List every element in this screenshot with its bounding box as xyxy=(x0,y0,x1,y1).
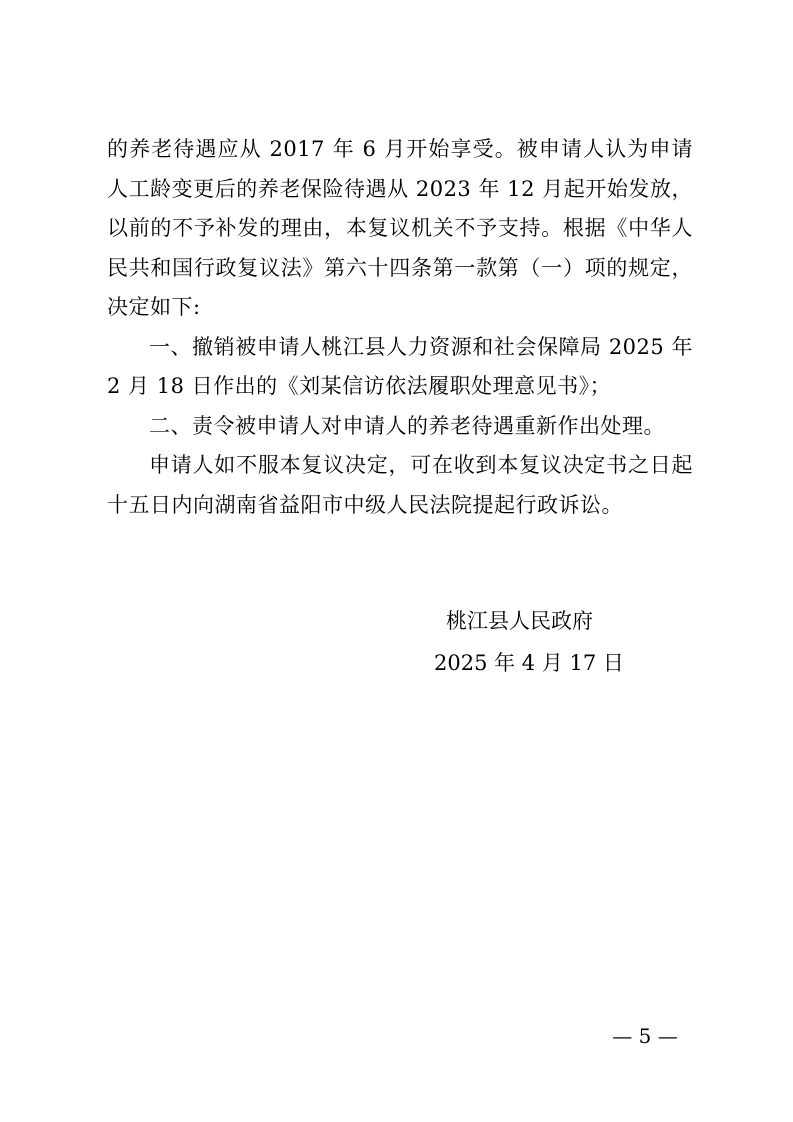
document-body xyxy=(107,130,693,525)
issuing-organization: 桃江县人民政府 xyxy=(446,609,593,633)
page-number: — 5 — xyxy=(612,1024,678,1048)
appeal-notice: 申请人如不服本复议决定，可在收到本复议决定书之日起十五日内向湖南省益阳市中级人民法院提起行政诉讼。 xyxy=(107,453,693,517)
signature-block xyxy=(434,600,634,684)
decision-item-2: 二、责令被申请人对申请人的养老待遇重新作出处理。 xyxy=(149,413,665,438)
issue-date: 2025 年 4 月 17 日 xyxy=(434,651,624,675)
body-paragraph-continuation: 的养老待遇应从 2017 年 6 月开始享受。被申请人认为申请人工龄变更后的养老保险待遇从 2023 年 12 月起开始发放，以前的不予补发的理由，本复议机关不予支持。根据《中华人民共和国行政复议法》第六十四条第一款第（一）项的规定，决定如下: xyxy=(107,137,693,319)
decision-item-1: 一、撤销被申请人桃江县人力资源和社会保障局 2025 年 2 月 18 日作出的《刘某信访依法履职处理意见书》； xyxy=(107,334,693,398)
